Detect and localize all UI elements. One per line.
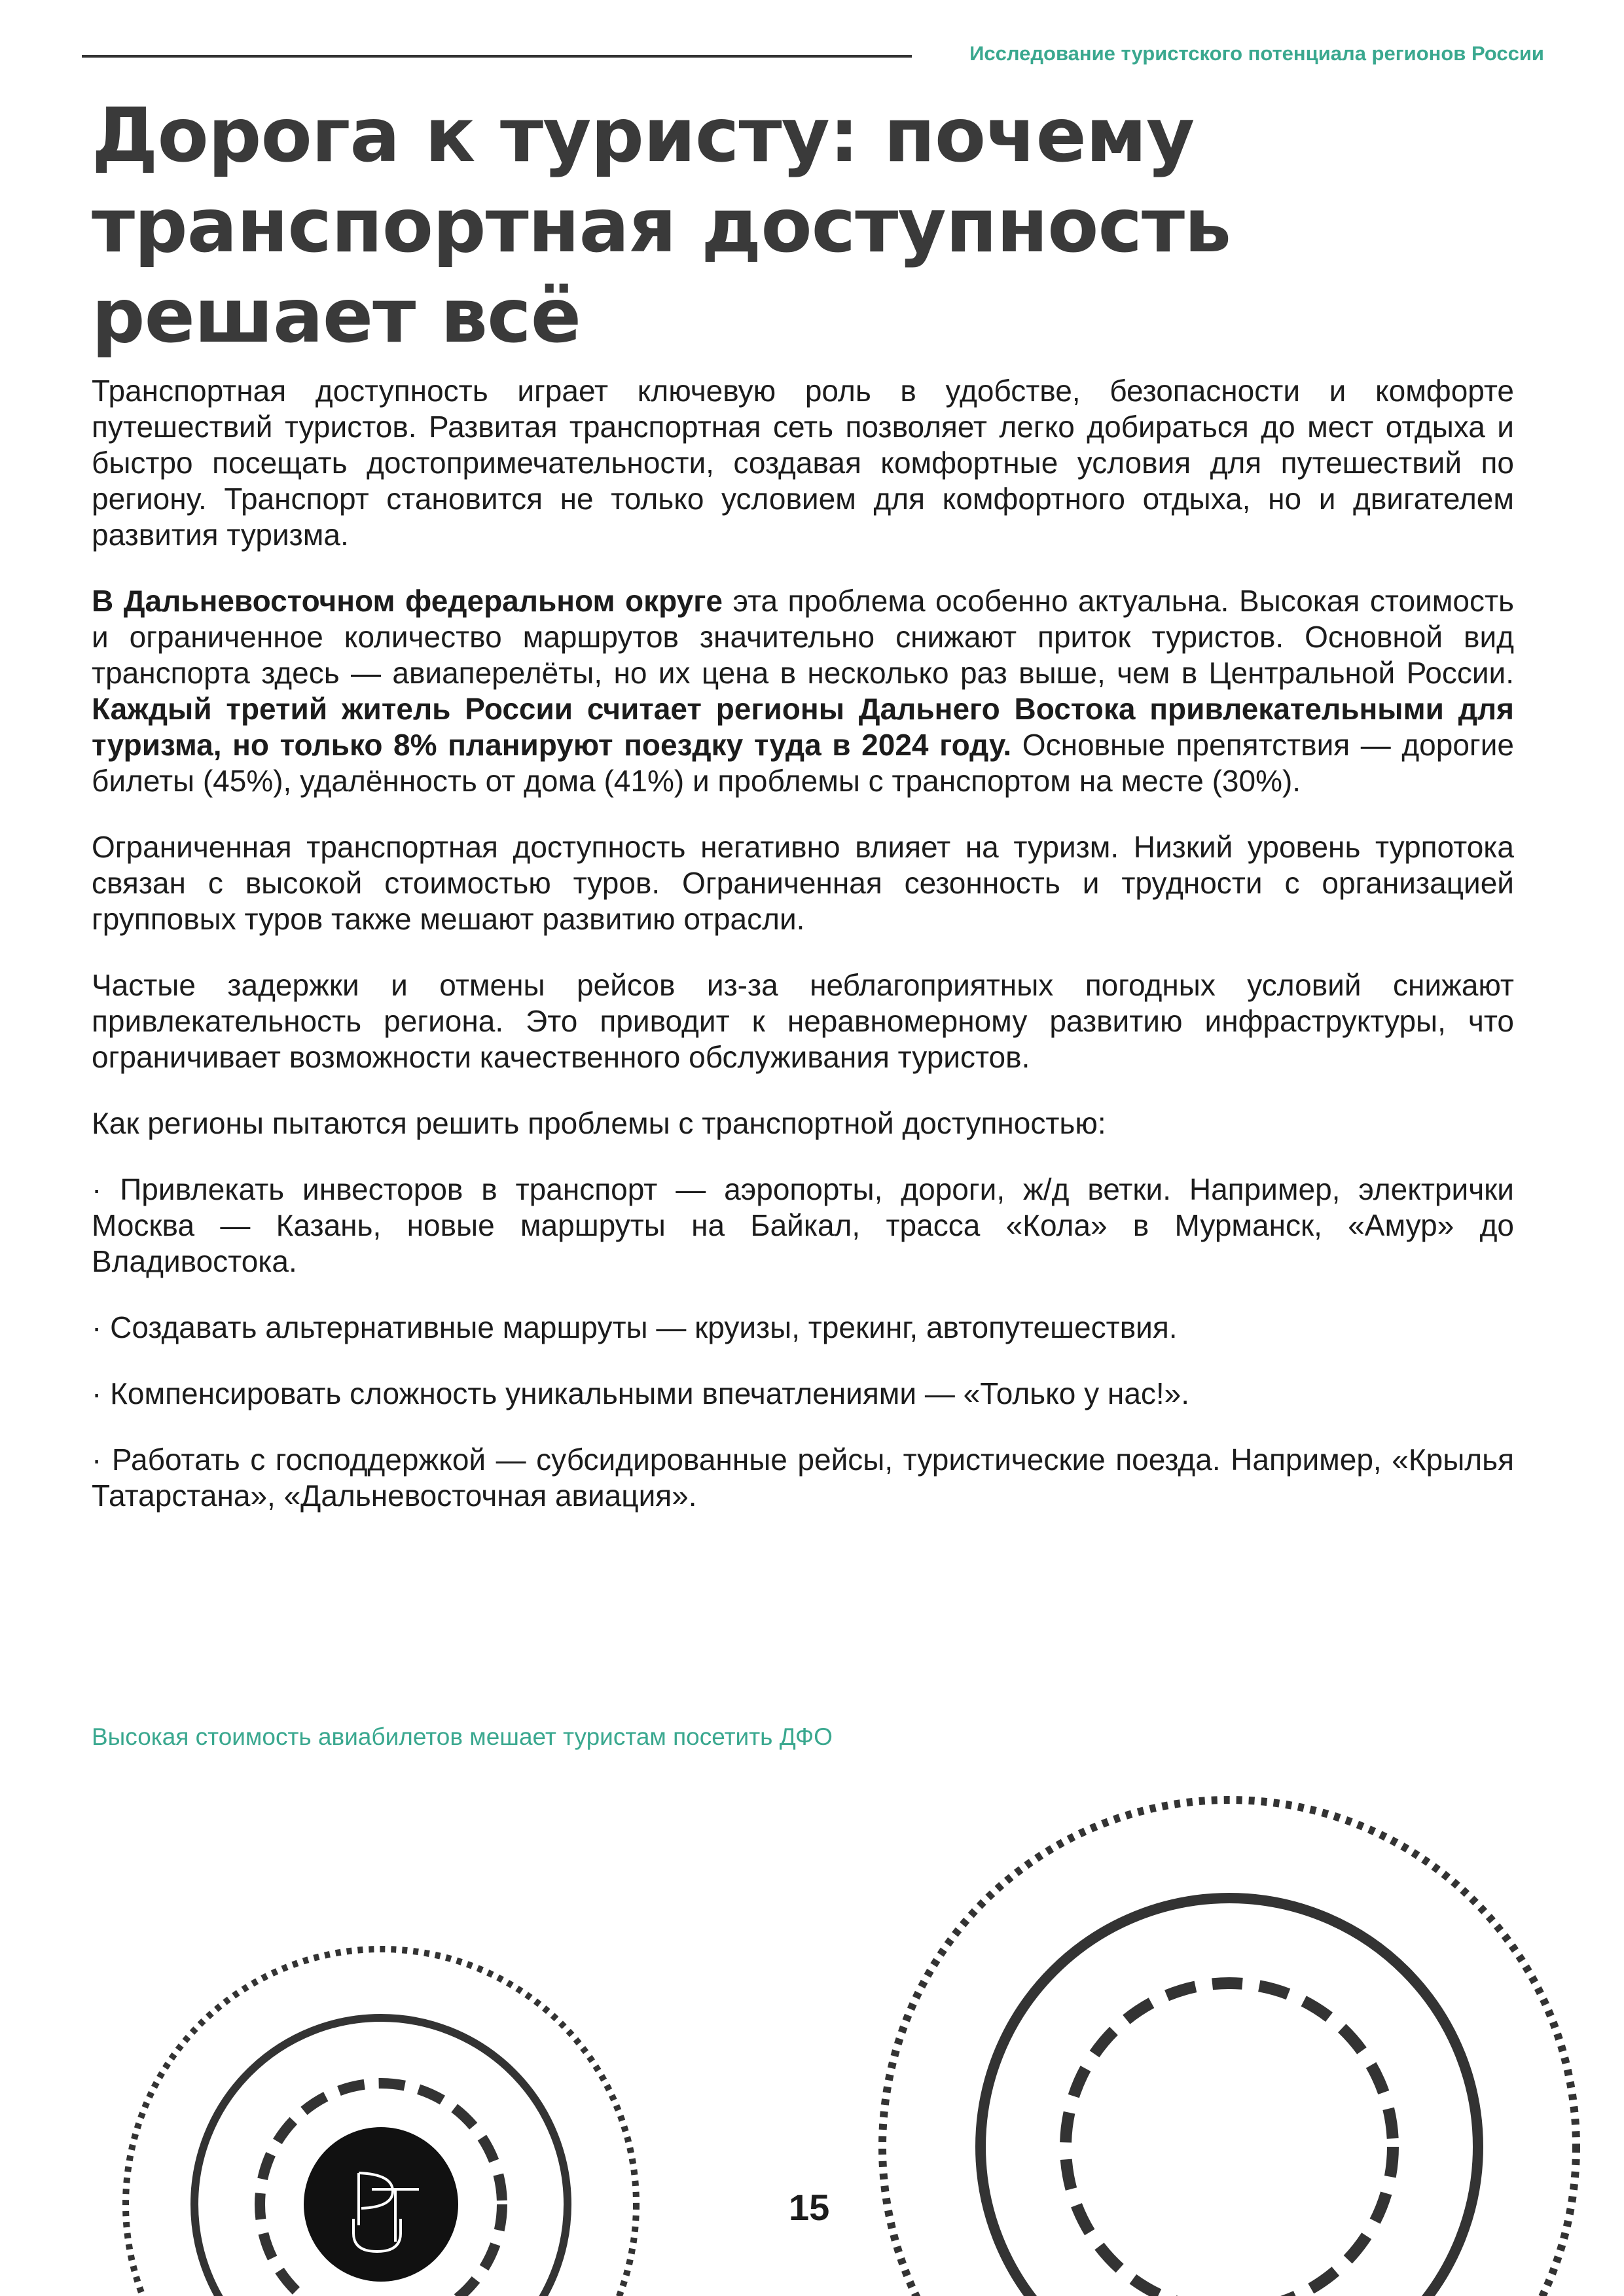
header-title: Исследование туристского потенциала регионов России [969, 42, 1544, 65]
right-solid-ring [981, 1898, 1478, 2296]
paragraph-far-east-text: эта проблема особенно актуальна. Высокая стоимость и ограниченное количество маршрутов значительно снижают приток туристов. Основной вид транспорта здесь — авиаперелёты, но их цена в несколько раз выше, чем в Центральной России. [92, 584, 1514, 690]
paragraph-far-east-highlight: Каждый третий житель России считает регионы Дальнего Востока привлекательными для туризма, но только 8% планируют поездку туда в 2024 году. [92, 692, 1514, 762]
right-dashed-ring [1066, 1983, 1393, 2296]
paragraph-far-east-lead: В Дальневосточном федеральном округе [92, 584, 723, 618]
page-number: 15 [789, 2187, 830, 2228]
article-body [92, 373, 1514, 1544]
right-circle-group [882, 1800, 1576, 2296]
paragraph-far-east-obstacles: Основные препятствия — дорогие билеты (45%), удалённость от дома (41%) и проблемы с транспортом на месте (30%). [92, 728, 1514, 798]
paragraph-far-east [92, 583, 1514, 799]
paragraph-delays: Частые задержки и отмены рейсов из-за неблагоприятных погодных условий снижают привлекательность региона. Это приводит к неравномерному развитию инфраструктуры, что ограничивает возможности качественного обслуживания туристов. [92, 968, 1514, 1074]
paragraph-solutions-intro: Как регионы пытаются решить проблемы с транспортной доступностью: [92, 1106, 1106, 1140]
bullet-item: · Привлекать инвесторов в транспорт — аэропорты, дороги, ж/д ветки. Например, электрички Москва — Казань, новые маршруты на Байкал, трасса «Кола» в Мурманск, «Амур» до Владивостока. [92, 1172, 1514, 1278]
page-title: Дорога к туристу: почему транспортная доступность решает всё [92, 92, 1231, 359]
rt-monogram-logo [304, 2127, 458, 2282]
header-divider [82, 55, 912, 58]
bullet-item: · Работать с господдержкой — субсидированные рейсы, туристические поезда. Например, «Крылья Татарстана», «Дальневосточная авиация». [92, 1443, 1514, 1513]
bullet-item: · Создавать альтернативные маршруты — круизы, трекинг, автопутешествия. [92, 1310, 1178, 1344]
paragraph-impact: Ограниченная транспортная доступность негативно влияет на туризм. Низкий уровень турпотока связан с высокой стоимостью туров. Ограниченная сезонность и трудности с организацией групповых туров также мешают развитию отрасли. [92, 830, 1514, 936]
image-caption: Высокая стоимость авиабилетов мешает туристам посетить ДФО [92, 1723, 833, 1750]
paragraph-intro: Транспортная доступность играет ключевую роль в удобстве, безопасности и комфорте путешествий туристов. Развитая транспортная сеть позволяет легко добираться до мест отдыха и быстро посещать достопримечательности, создавая комфортные условия для путешествий по региону. Транспорт становится не только условием для комфортного отдыха, но и двигателем развития туризма. [92, 374, 1514, 552]
right-outer-dotted-ring [882, 1800, 1576, 2296]
bullet-item: · Компенсировать сложность уникальными впечатлениями — «Только у нас!». [92, 1376, 1190, 1410]
